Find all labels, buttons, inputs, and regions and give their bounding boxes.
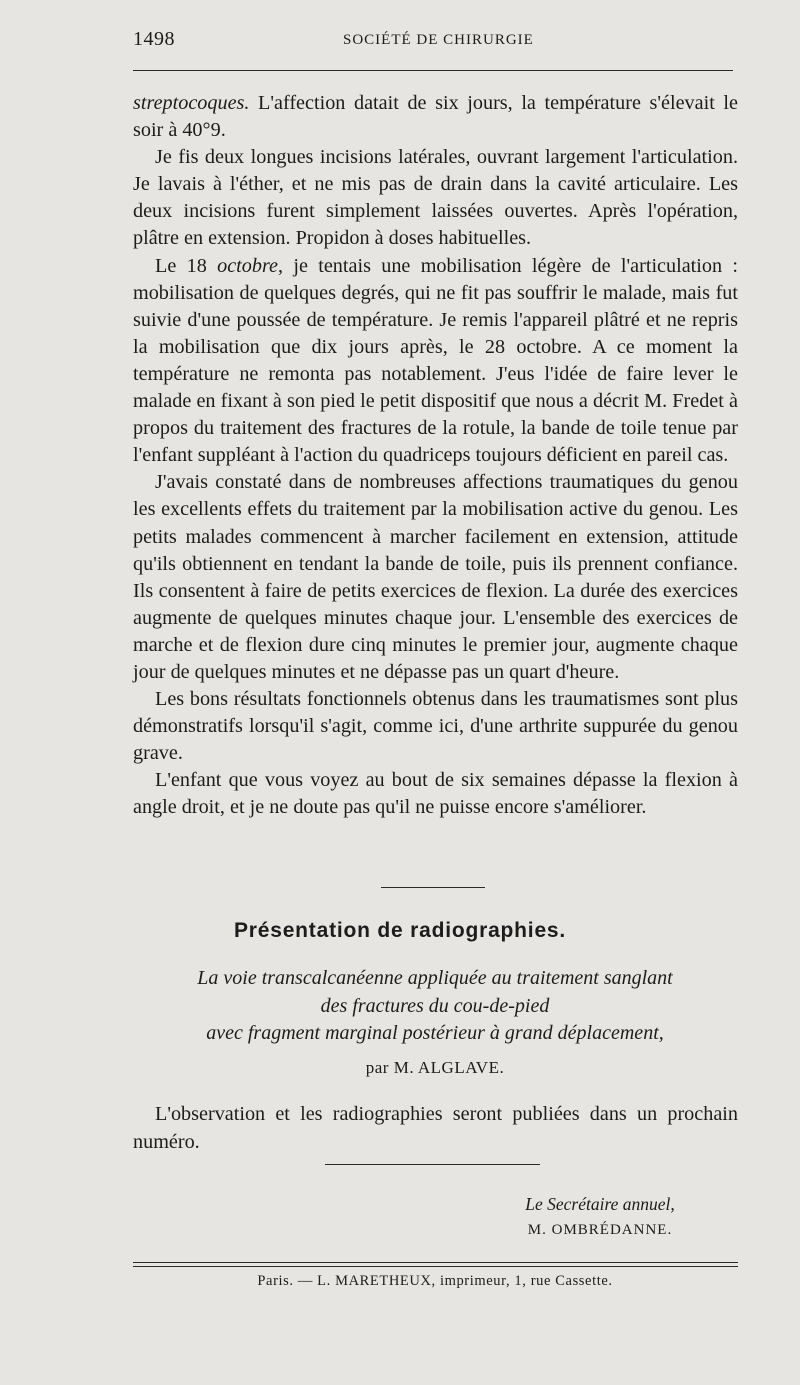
paragraph-text: , je tentais une mobilisation légère de l'articulation : mobilisation de quelques degrés, qui ne fit pas souffrir le malade, mais fut suivie d'une poussée de température. Je remis l'appareil plâtré et ne repris la mobilisation que dix jours après, le 28 octobre. A ce moment la température ne remonta pas notablement. J'eus l'idée de faire lever le malade en fixant à son pied le petit dispositif que nous a décrit M. Fredet à propos du traitement des fractures de la rotule, la bande de toile tenue par l'enfant suppléant à l'action du quadriceps toujours déficient en pareil cas. bbox=[133, 254, 738, 467]
header-rule bbox=[133, 70, 733, 71]
footer-rule bbox=[133, 1266, 738, 1267]
footer-rule bbox=[133, 1262, 738, 1263]
paragraph-4: J'avais constaté dans de nombreuses affections traumatiques du genou les excellents effets du traitement par la mobilisation active du genou. Les petits malades commencent à marcher facilement en extension, attitude qu'ils obtiennent en tendant la bande de toile, puis ils prennent confiance. Ils consentent à faire de petits exercices de flexion. La durée des exercices augmente de quelques minutes chaque jour. L'ensemble des exercices de marche et de flexion dure cinq minutes le premier jour, augmente chaque jour de quelques minutes et ne dépasse pas un quart d'heure. bbox=[133, 471, 738, 683]
italic-word: octobre bbox=[217, 254, 279, 277]
article-body bbox=[133, 90, 738, 822]
italic-word: streptocoques. bbox=[133, 92, 250, 114]
running-head: SOCIÉTÉ DE CHIRURGIE bbox=[343, 32, 534, 48]
signature-title: Le Secrétaire annuel, bbox=[525, 1194, 675, 1214]
section-subtitle bbox=[0, 965, 800, 1048]
signature-name: M. OMBRÉDANNE. bbox=[527, 1222, 673, 1238]
paragraph-3 bbox=[133, 253, 738, 470]
paragraph-1 bbox=[133, 90, 738, 144]
printer-imprint: Paris. — L. MARETHEUX, imprimeur, 1, rue Cassette. bbox=[257, 1273, 613, 1289]
paragraph-text: L'affection datait de six jours, la température s'élevait le soir à 40°9. bbox=[133, 92, 738, 142]
page-number: 1498 bbox=[133, 28, 175, 50]
paragraph-text: Le 18 bbox=[155, 254, 218, 277]
section-title: Présentation de radiographies. bbox=[233, 919, 567, 942]
byline: par M. ALGLAVE. bbox=[365, 1058, 505, 1077]
closing-divider bbox=[325, 1164, 540, 1165]
paragraph-5: Les bons résultats fonctionnels obtenus dans les traumatismes sont plus démonstratifs lorsqu'il s'agit, comme ici, d'une arthrite suppurée du genou grave. bbox=[133, 688, 738, 765]
subtitle-line: des fractures du cou-de-pied bbox=[320, 994, 550, 1017]
publication-note bbox=[133, 1101, 738, 1156]
paragraph-6: L'enfant que vous voyez au bout de six semaines dépasse la flexion à angle droit, et je ne doute pas qu'il ne puisse encore s'améliorer. bbox=[133, 769, 738, 819]
subtitle-line: La voie transcalcanéenne appliquée au traitement sanglant bbox=[197, 967, 673, 989]
note-text: L'observation et les radiographies seront publiées dans un prochain numéro. bbox=[133, 1103, 738, 1153]
signature-block bbox=[450, 1194, 750, 1239]
paragraph-2: Je fis deux longues incisions latérales, ouvrant largement l'articulation. Je lavais à l'éther, et ne mis pas de drain dans la cavité articulaire. Les deux incisions furent simplement laissées ouvertes. Après l'opération, plâtre en extension. Propidon à doses habituelles. bbox=[133, 146, 738, 250]
section-divider bbox=[381, 887, 485, 888]
subtitle-line: avec fragment marginal postérieur à grand déplacement, bbox=[206, 1022, 664, 1044]
page-header bbox=[133, 28, 733, 54]
